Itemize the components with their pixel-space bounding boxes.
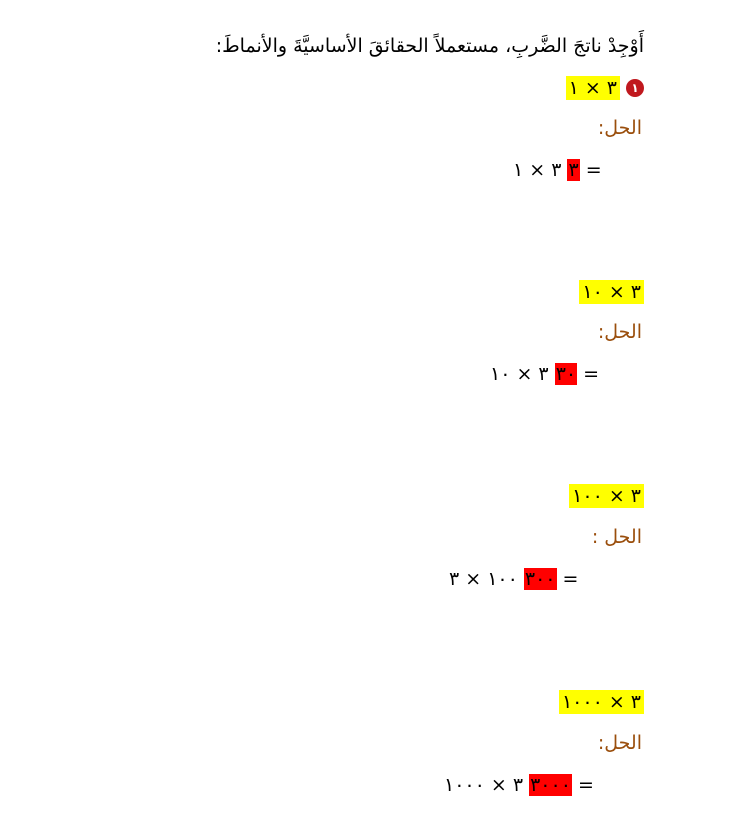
problem-2-row — [579, 280, 644, 304]
problem-3-equation-left: ١٠٠ × ٣ = — [449, 568, 579, 590]
problem-3-row — [569, 484, 644, 508]
problem-1-expression: ٣ × ١ — [566, 76, 620, 100]
exercise-instruction: أَوْجِدْ ناتجَ الضَّربِ، مستعملاً الحقائقَ الأساسيَّةَ والأنماطَ: — [215, 35, 644, 57]
problem-2-expression: ٣ × ١٠ — [579, 280, 644, 304]
problem-1-equation — [513, 157, 602, 183]
problem-4-solution-label: الحل: — [597, 732, 642, 754]
problem-1-equation-left: ٣ × ١ = — [513, 159, 602, 181]
problem-4-row — [559, 690, 644, 714]
problem-4-equation — [444, 772, 594, 798]
problem-4-answer: ٣٠٠٠ — [530, 774, 571, 796]
problem-2-equation — [490, 361, 599, 387]
problem-3-answer: ٣٠٠ — [524, 568, 556, 590]
problem-4-expression: ٣ × ١٠٠٠ — [559, 690, 644, 714]
problem-1-row — [566, 76, 644, 100]
problem-2-equation-left: ٣ × ١٠ = — [490, 363, 600, 385]
problem-3-solution-label: الحل : — [591, 526, 642, 548]
problem-3-equation — [449, 566, 578, 592]
problem-number-badge: ١ — [626, 79, 644, 97]
problem-4-equation-left: ٣ × ١٠٠٠ = — [444, 774, 594, 796]
problem-3-expression: ٣ × ١٠٠ — [569, 484, 644, 508]
problem-1-answer: ٣ — [568, 159, 579, 181]
problem-2-solution-label: الحل: — [597, 321, 642, 343]
problem-1-solution-label: الحل: — [597, 117, 642, 139]
problem-2-answer: ٣٠ — [555, 363, 577, 385]
